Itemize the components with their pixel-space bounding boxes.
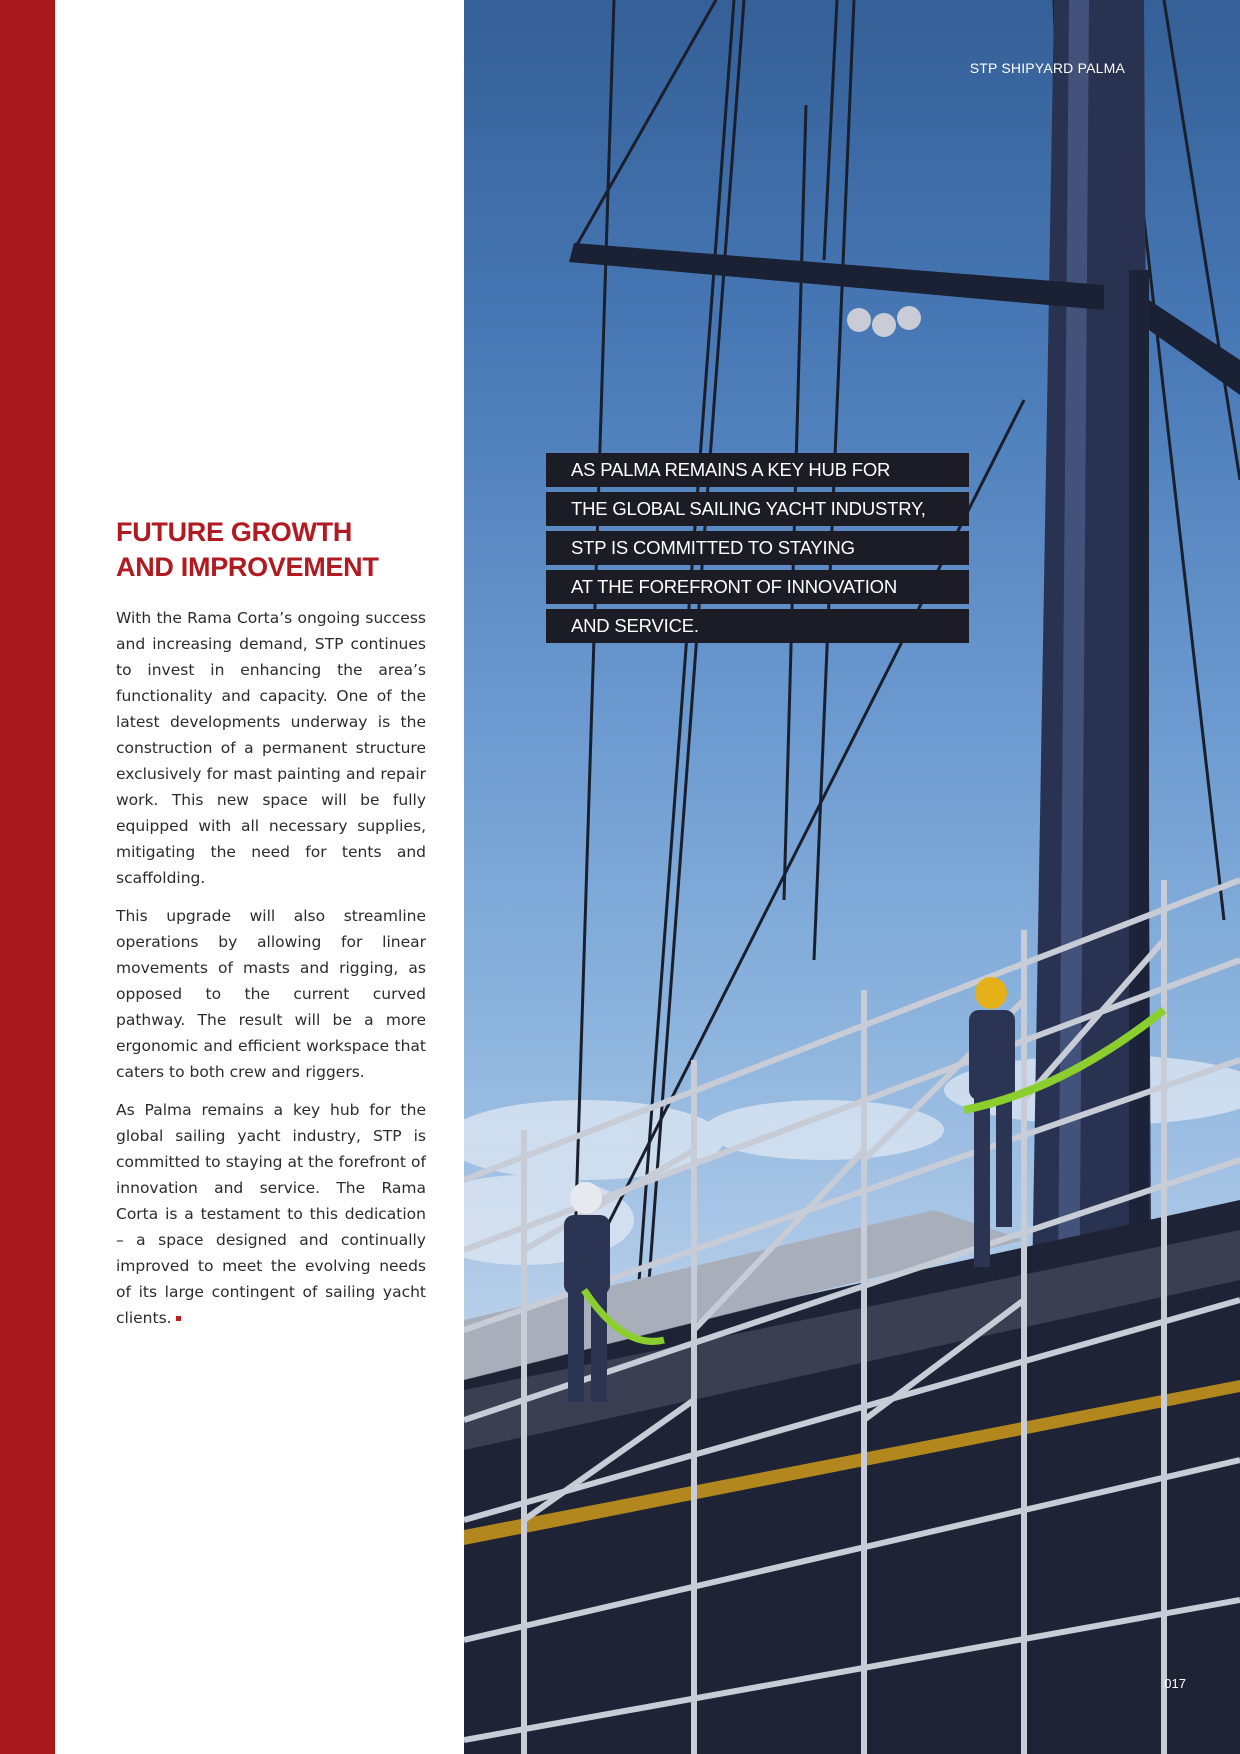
pull-quote <box>546 453 969 648</box>
scaffolding-mast-photo <box>464 0 1240 1754</box>
red-side-band <box>0 0 55 1754</box>
pull-quote-line: AT THE FOREFRONT OF INNOVATION <box>546 570 969 604</box>
section-heading <box>116 515 426 585</box>
page-number: 017 <box>1164 1676 1186 1691</box>
running-head: STP SHIPYARD PALMA <box>969 60 1125 76</box>
pull-quote-line: STP IS COMMITTED TO STAYING <box>546 531 969 565</box>
pull-quote-line: THE GLOBAL SAILING YACHT INDUSTRY, <box>546 492 969 526</box>
body-paragraph-2: This upgrade will also streamline operations by allowing for linear movements of masts and rigging, as opposed to the current curved pathway. The result will be a more ergonomic and efficient workspace that caters to both crew and riggers. <box>116 907 426 1081</box>
end-of-article-mark <box>176 1316 181 1321</box>
body-paragraph-3-text: As Palma remains a key hub for the global sailing yacht industry, STP is committed to staying at the forefront of innovation and service. The Rama Corta is a testament to this dedication – a space designed and continually improved to meet the evolving needs of its large contingent of sailing yacht clients. <box>116 1101 426 1327</box>
article-column <box>116 515 426 1343</box>
pull-quote-line: AND SERVICE. <box>546 609 969 643</box>
body-paragraph-3 <box>116 1097 426 1331</box>
photo-illustration <box>464 0 1240 1754</box>
body-paragraph-1: With the Rama Corta’s ongoing success and increasing demand, STP continues to invest in enhancing the area’s functionality and capacity. One of the latest developments underway is the construction of a permanent structure exclusively for mast painting and repair work. This new space will be fully equipped with all necessary supplies, mitigating the need for tents and scaffolding. <box>116 609 426 887</box>
pull-quote-line: AS PALMA REMAINS A KEY HUB FOR <box>546 453 969 487</box>
section-heading-line-1: FUTURE GROWTH <box>116 517 353 547</box>
section-heading-line-2: AND IMPROVEMENT <box>116 552 379 582</box>
